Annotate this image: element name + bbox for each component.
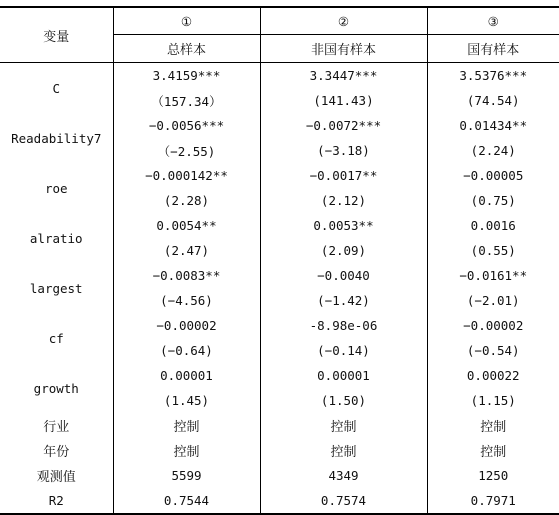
coefficient-cell: 0.00001	[260, 363, 427, 388]
coefficient-cell: -8.98e-06	[260, 313, 427, 338]
footer-row	[0, 463, 559, 488]
footer-value: 0.7544	[113, 488, 260, 514]
coefficient-cell: −0.0056***	[113, 113, 260, 138]
footer-value: 控制	[260, 438, 427, 463]
coefficient-cell: 3.3447***	[260, 63, 427, 89]
table-row	[0, 213, 559, 238]
col-number-2: ②	[260, 7, 427, 35]
coefficient-cell: −0.00002	[427, 313, 559, 338]
coefficient-cell: −0.0017**	[260, 163, 427, 188]
variable-name: largest	[29, 280, 83, 296]
t-stat-cell: (−0.64)	[113, 338, 260, 363]
t-stat-cell: (0.75)	[427, 188, 559, 213]
col-label-state: 国有样本	[427, 35, 559, 63]
footer-row	[0, 413, 559, 438]
coefficient-cell: −0.0072***	[260, 113, 427, 138]
coefficient-cell: 0.01434**	[427, 113, 559, 138]
coefficient-cell: 0.0016	[427, 213, 559, 238]
table-row	[0, 163, 559, 188]
coefficient-cell: −0.0083**	[113, 263, 260, 288]
coefficient-cell: −0.000142**	[113, 163, 260, 188]
footer-row	[0, 488, 559, 514]
footer-value: 控制	[427, 438, 559, 463]
header-number-row	[0, 7, 559, 35]
table-row	[0, 363, 559, 388]
coefficient-cell: −0.0161**	[427, 263, 559, 288]
coefficient-cell: 0.00001	[113, 363, 260, 388]
t-stat-cell: (−1.42)	[260, 288, 427, 313]
t-stat-cell: (2.24)	[427, 138, 559, 163]
table-row	[0, 263, 559, 288]
t-stat-cell: (1.45)	[113, 388, 260, 413]
footer-label: 观测值	[36, 470, 76, 485]
variable-name: growth	[33, 380, 79, 396]
coefficient-cell: −0.00002	[113, 313, 260, 338]
variable-header: 变量	[0, 7, 113, 63]
footer-label: 行业	[43, 420, 70, 435]
t-stat-cell: (2.09)	[260, 238, 427, 263]
footer-value: 5599	[113, 463, 260, 488]
t-stat-cell: (−0.14)	[260, 338, 427, 363]
t-stat-cell: （−2.55)	[113, 138, 260, 163]
t-stat-cell: (1.15)	[427, 388, 559, 413]
regression-table	[0, 6, 559, 515]
coefficient-cell: 0.0053**	[260, 213, 427, 238]
t-stat-cell: (74.54)	[427, 88, 559, 113]
footer-value: 控制	[113, 413, 260, 438]
t-stat-cell: (−0.54)	[427, 338, 559, 363]
t-stat-cell: (2.28)	[113, 188, 260, 213]
t-stat-cell: （157.34）	[113, 88, 260, 113]
footer-row	[0, 438, 559, 463]
variable-name: alratio	[29, 230, 83, 246]
footer-value: 0.7574	[260, 488, 427, 514]
footer-value: 控制	[113, 438, 260, 463]
t-stat-cell: (0.55)	[427, 238, 559, 263]
coefficient-cell: −0.0040	[260, 263, 427, 288]
table-row	[0, 113, 559, 138]
t-stat-cell: (1.50)	[260, 388, 427, 413]
t-stat-cell: (−4.56)	[113, 288, 260, 313]
table-row	[0, 313, 559, 338]
footer-value: 1250	[427, 463, 559, 488]
variable-name: C	[52, 80, 61, 96]
t-stat-cell: (2.47)	[113, 238, 260, 263]
variable-name: Readability7	[11, 130, 102, 146]
t-stat-cell: (2.12)	[260, 188, 427, 213]
variable-name: cf	[48, 330, 64, 346]
coefficient-cell: 3.5376***	[427, 63, 559, 89]
footer-label: 年份	[43, 445, 70, 460]
col-label-full-sample: 总样本	[113, 35, 260, 63]
table-row	[0, 63, 559, 89]
footer-label: R2	[0, 488, 113, 514]
coefficient-cell: −0.00005	[427, 163, 559, 188]
coefficient-cell: 0.0054**	[113, 213, 260, 238]
regression-table-container	[0, 6, 559, 515]
t-stat-cell: (141.43)	[260, 88, 427, 113]
col-label-non-state: 非国有样本	[260, 35, 427, 63]
t-stat-cell: (−3.18)	[260, 138, 427, 163]
footer-value: 4349	[260, 463, 427, 488]
footer-value: 0.7971	[427, 488, 559, 514]
footer-value: 控制	[427, 413, 559, 438]
coefficient-cell: 3.4159***	[113, 63, 260, 89]
t-stat-cell: (−2.01)	[427, 288, 559, 313]
footer-value: 控制	[260, 413, 427, 438]
variable-name: roe	[44, 180, 68, 196]
col-number-1: ①	[113, 7, 260, 35]
coefficient-cell: 0.00022	[427, 363, 559, 388]
col-number-3: ③	[427, 7, 559, 35]
